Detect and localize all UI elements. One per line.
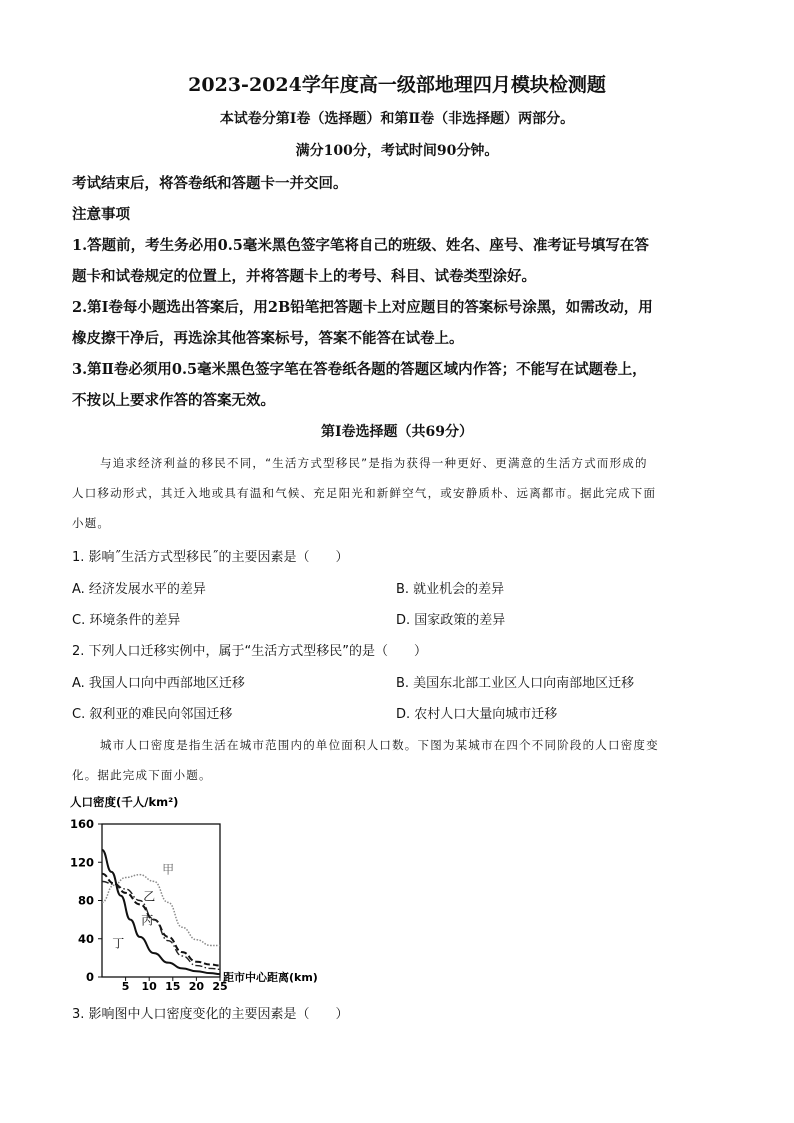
- question-1-option-b[interactable]: B. 就业机会的差异: [396, 582, 505, 597]
- series-label-丁: 丁: [112, 936, 125, 951]
- instruction-submit: 考试结束后，将答卷纸和答题卡一并交回。: [72, 175, 348, 192]
- question-3-stem: 3. 影响图中人口密度变化的主要因素是（ ）: [72, 1007, 349, 1022]
- population-density-chart: [60, 790, 350, 990]
- y-tick-label: 40: [77, 931, 94, 946]
- question-1-stem: 1. 影响˝生活方式型移民˝的主要因素是（ ）: [72, 550, 349, 565]
- series-label-甲: 甲: [162, 862, 175, 877]
- question-1-option-c[interactable]: C. 环境条件的差异: [72, 613, 181, 628]
- x-tick-label: 5: [121, 980, 130, 990]
- y-tick-label: 0: [85, 970, 94, 984]
- y-tick-label: 80: [77, 893, 94, 908]
- section-title: 第Ⅰ卷选择题（共69分）: [320, 424, 474, 440]
- chart-frame: [102, 824, 220, 977]
- x-tick-label: 20: [188, 980, 205, 990]
- exam-title: 2023-2024学年度高一级部地理四月模块检测题: [188, 74, 606, 96]
- series-label-乙: 乙: [143, 889, 156, 904]
- question-2-stem: 2. 下列人口迁移实例中，属于“生活方式型移民”的是（ ）: [72, 644, 428, 659]
- question-2-option-a[interactable]: A. 我国人口向中西部地区迁移: [72, 676, 245, 691]
- passage-1-line-2: 人口移动形式，其迁入地或具有温和气候、充足阳光和新鲜空气，或安静质朴、远离都市。据此完成下面: [72, 486, 657, 500]
- note-1-line-2: 题卡和试卷规定的位置上，并将答题卡上的考号、科目、试卷类型涂好。: [72, 268, 536, 285]
- passage-2-line-2: 化。据此完成下面小题。: [72, 768, 212, 782]
- series-label-丙: 丙: [141, 913, 154, 928]
- question-1-option-a[interactable]: A. 经济发展水平的差异: [72, 582, 206, 597]
- question-2-option-d[interactable]: D. 农村人口大量向城市迁移: [396, 707, 558, 722]
- notes-heading: 注意事项: [72, 206, 130, 223]
- passage-1-line-3: 小题。: [72, 516, 111, 530]
- question-1-option-d[interactable]: D. 国家政策的差异: [396, 613, 506, 628]
- x-tick-label: 25: [212, 980, 228, 990]
- x-tick-label: 15: [165, 980, 181, 990]
- note-1-line-1: 1.答题前，考生务必用0.5毫米黑色签字笔将自己的班级、姓名、座号、准考证号填写在答: [72, 237, 649, 254]
- question-2-option-b[interactable]: B. 美国东北部工业区人口向南部地区迁移: [396, 676, 635, 691]
- y-tick-label: 160: [69, 817, 94, 831]
- note-3-line-2: 不按以上要求作答的答案无效。: [72, 392, 275, 409]
- passage-2-line-1: 城市人口密度是指生活在城市范围内的单位面积人口数。下图为某城市在四个不同阶段的人口密度变: [100, 738, 659, 752]
- x-tick-label: 10: [141, 980, 157, 990]
- chart-xlabel: 距市中心距离(km): [223, 971, 318, 984]
- passage-1-line-1: 与追求经济利益的移民不同，“生活方式型移民”是指为获得一种更好、更满意的生活方式而形成的: [100, 456, 648, 470]
- note-2-line-2: 橡皮擦干净后，再选涂其他答案标号，答案不能答在试卷上。: [72, 330, 464, 347]
- y-tick-label: 120: [69, 855, 94, 870]
- question-2-option-c[interactable]: C. 叙利亚的难民向邻国迁移: [72, 707, 233, 722]
- chart-ylabel: 人口密度(千人/km²): [70, 795, 179, 809]
- exam-score-time: 满分100分，考试时间90分钟。: [295, 143, 499, 159]
- exam-subtitle: 本试卷分第Ⅰ卷（选择题）和第Ⅱ卷（非选择题）两部分。: [219, 111, 575, 127]
- series-line-丁: [102, 850, 220, 974]
- note-2-line-1: 2.第Ⅰ卷每小题选出答案后，用2B铅笔把答题卡上对应题目的答案标号涂黑，如需改动，用: [72, 299, 653, 316]
- note-3-line-1: 3.第Ⅱ卷必须用0.5毫米黑色签字笔在答卷纸各题的答题区域内作答；不能写在试题卷上，: [72, 361, 647, 378]
- series-line-甲: [102, 875, 220, 946]
